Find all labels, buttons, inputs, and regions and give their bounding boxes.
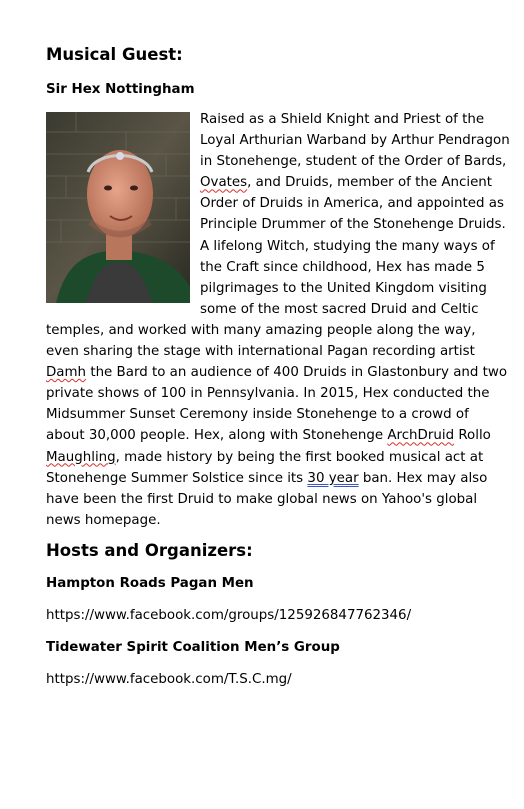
guest-name: Sir Hex Nottingham xyxy=(46,82,195,97)
bio-word-30-year: 30 year xyxy=(307,470,359,486)
bio-text-5: , made history by being the first booked musical act at Stonehenge Summer Solstice since its xyxy=(46,449,484,486)
bio-text-1: Raised as a Shield Knight and Priest of the Loyal Arthurian Warband by Arthur Pendragon in Stonehenge, student of the Order of Bards, xyxy=(200,112,510,170)
bio-word-archdruid: ArchDruid xyxy=(387,428,455,444)
musical-guest-heading: Musical Guest: xyxy=(46,45,183,64)
document-page xyxy=(46,44,510,702)
photo-icon xyxy=(46,112,190,303)
organizer-name: Tidewater Spirit Coalition Men’s Group xyxy=(46,639,340,655)
guest-photo xyxy=(46,112,190,303)
bio-word-ovates: Ovates xyxy=(200,175,248,191)
bio-text-2: , and Druids, member of the Ancient Order of Druids in America, and appointed as Principle Drummer of the Stonehenge Druids. A lifelong Witch, studying the many ways of the Craft since childhood, Hex has made 5 pilgrimages to the United Kingdom visiting some of the most sacred Druid and Celtic temples, and worked with many amazing people along the way, even sharing the stage with international Pagan recording artist xyxy=(46,175,506,360)
guest-bio xyxy=(46,109,510,531)
bio-word-damh: Damh xyxy=(46,365,87,381)
bio-text-4: Rollo xyxy=(454,428,491,444)
organizer-link[interactable]: https://www.facebook.com/groups/125926847762346/ xyxy=(46,607,412,623)
hosts-heading: Hosts and Organizers: xyxy=(46,540,253,560)
bio-text-6: ban. Hex may also have been the first Druid to make global news on Yahoo's global news homepage. xyxy=(46,470,488,528)
bio-word-maughling: Maughling xyxy=(46,449,116,465)
organizer-name: Hampton Roads Pagan Men xyxy=(46,575,254,591)
organizer-link[interactable]: https://www.facebook.com/T.S.C.mg/ xyxy=(46,671,292,687)
bio-text-3: the Bard to an audience of 400 Druids in Glastonbury and two private shows of 100 in Pennsylvania. In 2015, Hex conducted the Midsummer Sunset Ceremony inside Stonehenge to a crowd of about 30,000 people. Hex, along with Stonehenge xyxy=(46,365,508,444)
